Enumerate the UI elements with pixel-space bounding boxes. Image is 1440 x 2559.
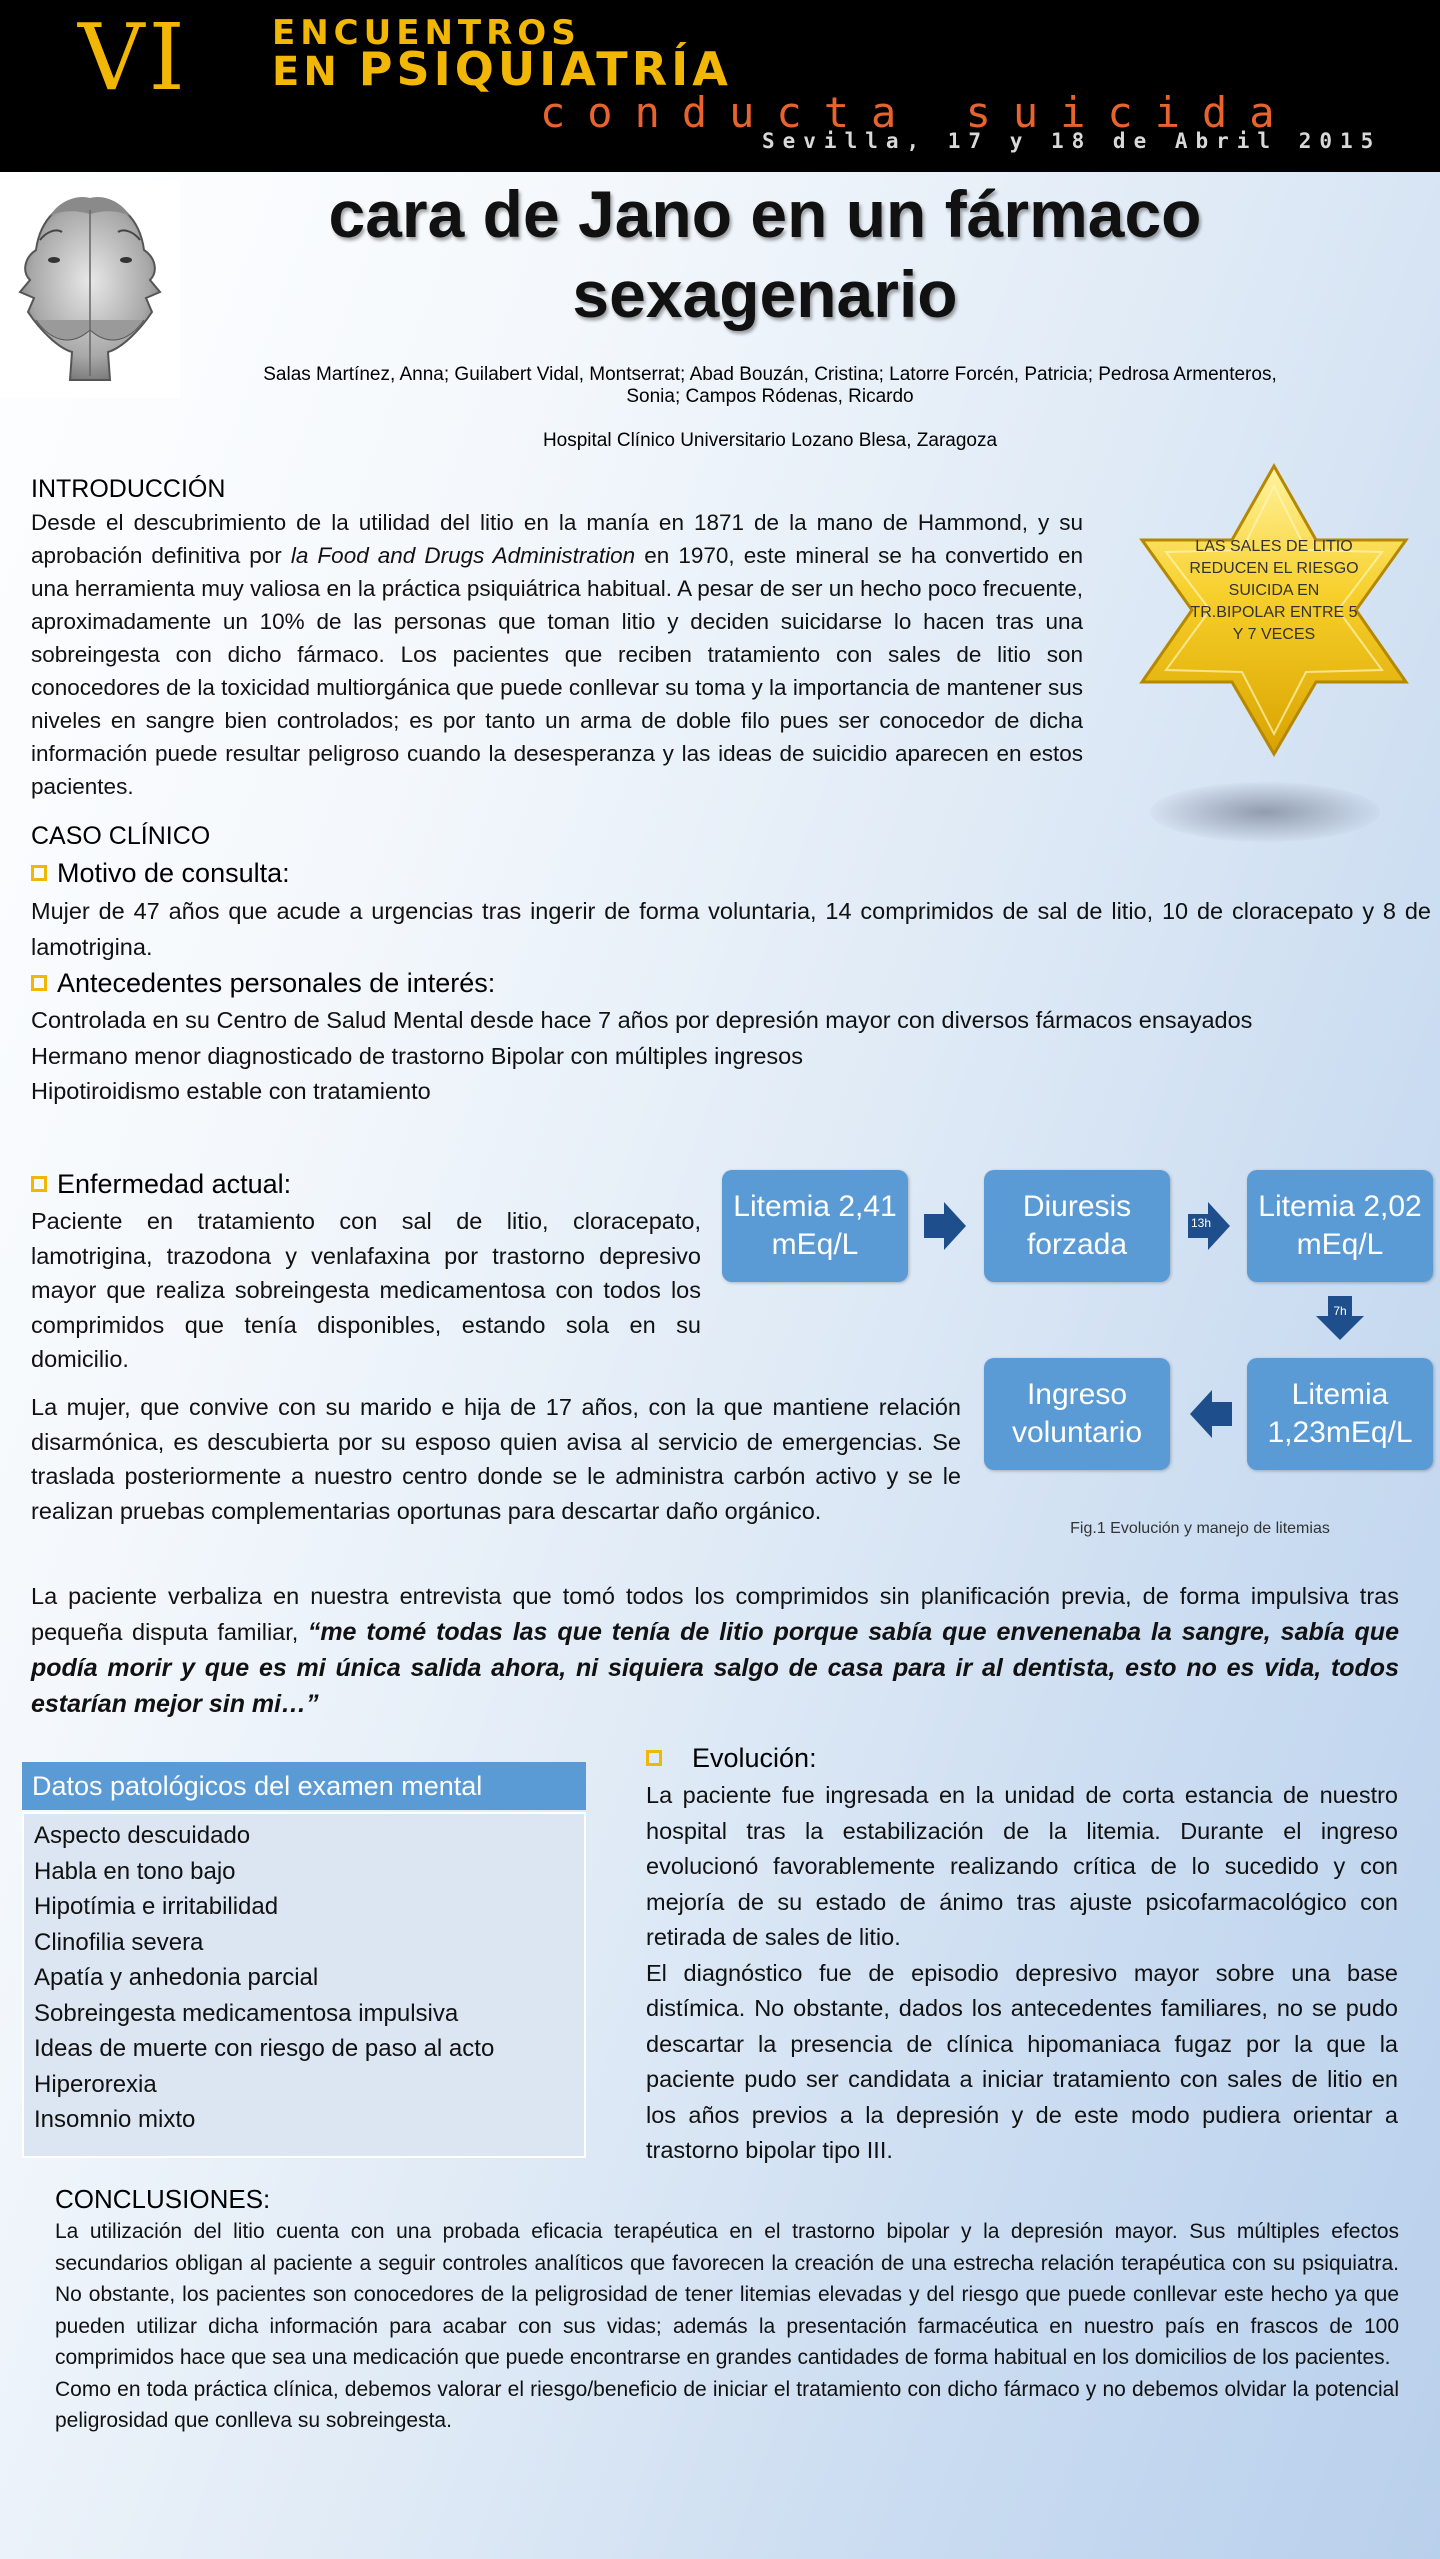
authors: Salas Martínez, Anna; Guilabert Vidal, Montserrat; Abad Bouzán, Cristina; Latorre Forcén, Patricia; Pedrosa Armenteros, Sonia; Campos Ródenas, Ricardo [263,364,1277,407]
enfermedad-text-1: Paciente en tratamiento con sal de litio, cloracepato, lamotrigina, trazodona y venlafaxina por trastorno depresivo mayor que realiza sobreingesta medicamentosa con todos los comprimidos que tenía disponibles, estando sola en su domicilio. [31,1208,701,1372]
antecedentes-list [31,1003,1431,1110]
conclusiones-heading: CONCLUSIONES: [55,2184,271,2214]
janus-head-image [0,180,180,398]
enfermedad-heading-label: Enfermedad actual: [57,1169,292,1199]
header-place-date: Sevilla, 17 y 18 de Abril 2015 [762,129,1382,153]
checkbox-bullet-icon [31,975,47,991]
header-en: EN [272,49,341,95]
datos-item: Clinofilia severa [34,1928,204,1956]
flow-caption: Fig.1 Evolución y manejo de litemias [1070,1520,1330,1537]
flow-box-diuresis: Diuresis forzada [984,1170,1170,1282]
arrow-down-icon [1314,1294,1366,1342]
enfermedad-text-2: La mujer, que convive con su marido e hija de 17 años, con la que mantiene relación disarmónica, es descubierta por su esposo quien avisa al servicio de emergencias. Se traslada posteriormente a nuestro centro donde se le administra carbón activo y se le realizan pruebas complementarias oportunas para descartar daño orgánico. [31,1394,961,1524]
header-roman-numeral: VI [78,4,189,111]
datos-item: Hipotímia e irritabilidad [34,1893,279,1920]
verbalizacion-text [31,1578,1399,1722]
conclusiones-paragraph-2: Como en toda práctica clínica, debemos valorar el riesgo/beneficio de iniciar el tratamiento con dicho fármaco y no debemos olvidar la potencial peligrosidad que conlleva su sobreingesta. [55,2377,1399,2432]
flow-box-litemia-3: Litemia 1,23mEq/L [1247,1358,1433,1470]
datos-item: Habla en tono bajo [34,1857,236,1885]
checkbox-bullet-icon [31,865,47,881]
header-encuentros: ENCUENTROS [272,13,581,53]
antecedentes-heading-label: Antecedentes personales de interés: [57,968,496,998]
datos-list [22,1812,586,2158]
header-psiquiatria [272,42,732,96]
antecedente-item: Hipotiroidismo estable con tratamiento [31,1078,431,1104]
intro-text [31,506,1083,803]
motivo-heading-label: Motivo de consulta: [57,858,290,888]
datos-item: Hiperorexia [34,2070,157,2098]
antecedente-item: Controlada en su Centro de Salud Mental desde hace 7 años por depresión mayor con diversos fármacos ensayados [31,1007,1253,1033]
flow-badge-13h: 13h [1190,1216,1212,1230]
enfermedad-heading [31,1168,291,1200]
motivo-text: Mujer de 47 años que acude a urgencias tras ingerir de forma voluntaria, 14 comprimidos de sal de litio, 10 de cloracepato y 8 de lamotrigina. [31,898,1431,960]
star-callout-text: LAS SALES DE LITIO REDUCEN EL RIESGO SUICIDA EN TR.BIPOLAR ENTRE 5 Y 7 VECES [1189,538,1359,643]
title-line-2: sexagenario [572,257,958,331]
antecedente-item: Hermano menor diagnosticado de trastorno Bipolar con múltiples ingresos [31,1042,803,1069]
evolucion-heading [646,1742,817,1774]
header-psiquiatria-word: PSIQUIATRÍA [358,42,732,96]
checkbox-bullet-icon [646,1750,662,1766]
datos-item: Ideas de muerte con riesgo de paso al acto [34,2035,495,2062]
intro-text-part1: Desde el descubrimiento de la utilidad del litio en la manía en 1871 de la mano de Hammond, y su aprobación definitiva por [31,510,1083,568]
flow-box-ingreso: Ingreso voluntario [984,1358,1170,1470]
title-line-1: cara de Jano en un fármaco [328,178,1202,251]
motivo-heading [31,857,290,889]
datos-item: Sobreingesta medicamentosa impulsiva [34,1999,459,2027]
datos-item: Insomnio mixto [34,2106,196,2133]
flow-box-litemia-1: Litemia 2,41 mEq/L [722,1170,908,1282]
arrow-right-icon [920,1200,970,1252]
patient-quote: “me tomé todas las que tenía de litio porque sabía que envenenaba la sangre, sabía que podía morir y que es mi única salida ahora, ni siquiera salgo de casa para ir al dentista, esto no es vida, todos estarían mejor sin mi…” [31,1618,1399,1718]
conclusiones-paragraph-1: La utilización del litio cuenta con una probada eficacia terapéutica en el trastorno bipolar y la depresión mayor. Sus múltiples efectos secundarios obligan al paciente a seguir controles analíticos que favorecen la creación de una estrecha relación terapéutica con su psiquiatra. No obstante, los pacientes son conocedores de la peligrosidad de tener litemias elevadas y del riesgo que puede conllevar este hecho ya que pueden utilizar dicha información para acabar con sus vidas; además la presentación farmacéutica en nuestro país en frascos de 100 comprimidos hace que sea una medicación que puede encontrarse en grandes cantidades de forma habitual en los domicilios de los pacientes. [55,2220,1399,2369]
datos-item: Aspecto descuidado [34,1822,251,1849]
flow-box-litemia-2: Litemia 2,02 mEq/L [1247,1170,1433,1282]
intro-text-emphasis: la Food and Drugs Administration [290,543,636,568]
conclusiones-text [55,2216,1399,2437]
checkbox-bullet-icon [31,1176,47,1192]
datos-item: Apatía y anhedonia parcial [34,1964,319,1991]
evolucion-text [646,1778,1398,2169]
datos-heading: Datos patológicos del examen mental [22,1762,586,1810]
evolucion-paragraph-1: La paciente fue ingresada en la unidad de corta estancia de nuestro hospital tras la estabilización de la litemia. Durante el ingreso evolucionó favorablemente realizando crítica de lo sucedido y con mejoría de su estado de ánimo tras ajuste psicofarmacológico con retirada de sales de litio. [646,1782,1398,1950]
antecedentes-heading [31,967,495,999]
flow-badge-7h: 7h [1333,1304,1347,1318]
verbalizacion-intro: La paciente verbaliza en nuestra entrevista que tomó todos los comprimidos sin planificación previa, de forma impulsiva tras pequeña disputa familiar, [31,1583,1399,1645]
evolucion-paragraph-2: El diagnóstico fue de episodio depresivo mayor sobre una base distímica. No obstante, dados los antecedentes familiares, no se pudo descartar la presencia de clínica hipomaniaca fugaz por la que la paciente pudo ser candidata a iniciar tratamiento con sales de litio en los años previos a la depresión y de este modo pudiera orientar a trastorno bipolar tipo III. [646,1959,1398,2163]
star-shadow [1150,782,1380,842]
hospital: Hospital Clínico Universitario Lozano Blesa, Zaragoza [542,430,998,451]
intro-heading: INTRODUCCIÓN [31,475,226,503]
poster-title [190,178,1340,364]
header-subtitle: conducta suicida [540,88,1297,137]
caso-heading: CASO CLÍNICO [31,822,211,850]
intro-text-part2: en 1970, este mineral se ha convertido en una herramienta muy valiosa en la práctica psiquiátrica habitual. A pesar de ser un hecho poco frecuente, aproximadamente un 10% de las personas que toman litio y deciden suicidarse lo hacen tras una sobreingesta con dicho fármaco. Los pacientes que reciben tratamiento con sales de litio son conocedores de la toxicidad multiorgánica que puede conllevar su toma y la importancia de mantener sus niveles en sangre bien controlados; es por tanto un arma de doble filo pues ser conocedor de dicha información puede resultar peligroso cuando la desesperanza y las ideas de suicidio aparecen en estos pacientes. [31,543,1083,799]
evolucion-heading-label: Evolución: [692,1743,817,1773]
arrow-left-icon [1186,1388,1236,1440]
